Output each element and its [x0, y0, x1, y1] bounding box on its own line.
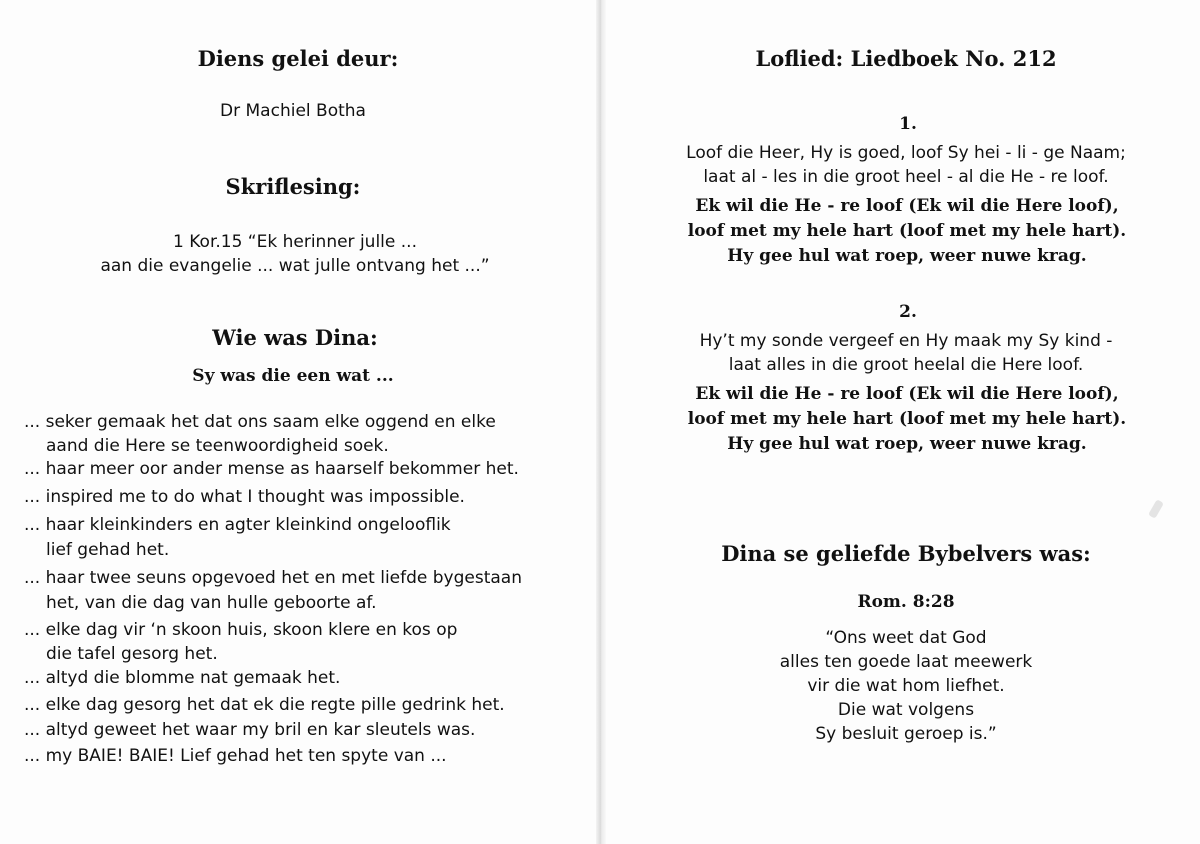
reading-heading: Skriflesing:: [225, 174, 361, 199]
verse-2-number: 2.: [899, 302, 917, 322]
right-page: [606, 0, 1200, 844]
list-item: ... haar meer oor ander mense as haarself bekommer het.: [24, 459, 519, 479]
verse-1-refrain: Ek wil die He - re loof (Ek wil die Here loof), loof met my hele hart (loof met my hele hart). Hy gee hul wat roep, weer nuwe krag.: [687, 196, 1127, 266]
hymn-heading: Loflied: Liedboek No. 212: [755, 46, 1057, 71]
verse-2-refrain: Ek wil die He - re loof (Ek wil die Here loof), loof met my hele hart (loof met my hele hart). Hy gee hul wat roep, weer nuwe krag.: [687, 384, 1127, 454]
bible-verse-heading: Dina se geliefde Bybelvers was:: [721, 541, 1091, 566]
list-item: ... elke dag vir ‘n skoon huis, skoon klere en kos op die tafel gesorg het.: [24, 620, 458, 664]
list-item: ... altyd geweet het waar my bril en kar sleutels was.: [24, 720, 476, 740]
service-heading: Diens gelei deur:: [197, 46, 399, 71]
list-item: ... seker gemaak het dat ons saam elke oggend en elke aand die Here se teenwoordigheid soek.: [24, 412, 496, 456]
list-item: ... haar twee seuns opgevoed het en met liefde bygestaan het, van die dag van hulle geboorte af.: [24, 568, 522, 613]
reading-line-1: 1 Kor.15 “Ek herinner julle ...: [173, 232, 417, 252]
list-item: ... haar kleinkinders en agter kleinkind ongelooflik lief gehad het.: [24, 515, 451, 560]
verse-1-number: 1.: [899, 114, 917, 134]
bible-verse-reference: Rom. 8:28: [857, 592, 955, 612]
list-item: ... inspired me to do what I thought was impossible.: [24, 487, 465, 507]
who-subheading: Sy was die een wat ...: [192, 366, 394, 386]
bible-verse-text: “Ons weet dat God alles ten goede laat meewerk vir die wat hom liefhet. Die wat volgens Sy besluit geroep is.”: [779, 628, 1033, 744]
who-heading: Wie was Dina:: [212, 325, 378, 350]
verse-2-lines: Hy’t my sonde vergeef en Hy maak my Sy kind - laat alles in die groot heelal die Here loof.: [699, 331, 1113, 375]
list-item: ... my BAIE! BAIE! Lief gehad het ten spyte van ...: [24, 746, 447, 766]
service-leader: Dr Machiel Botha: [220, 101, 366, 121]
reading-reference: [0, 230, 590, 278]
reading-line-2: aan die evangelie ... wat julle ontvang het ...”: [100, 256, 490, 276]
list-item: ... altyd die blomme nat gemaak het.: [24, 668, 341, 688]
left-page: [0, 0, 596, 844]
list-item: ... elke dag gesorg het dat ek die regte pille gedrink het.: [24, 695, 505, 715]
verse-1-lines: Loof die Heer, Hy is goed, loof Sy hei - li - ge Naam; laat al - les in die groot heel - al die He - re loof.: [686, 143, 1126, 187]
page-fold: [596, 0, 606, 844]
